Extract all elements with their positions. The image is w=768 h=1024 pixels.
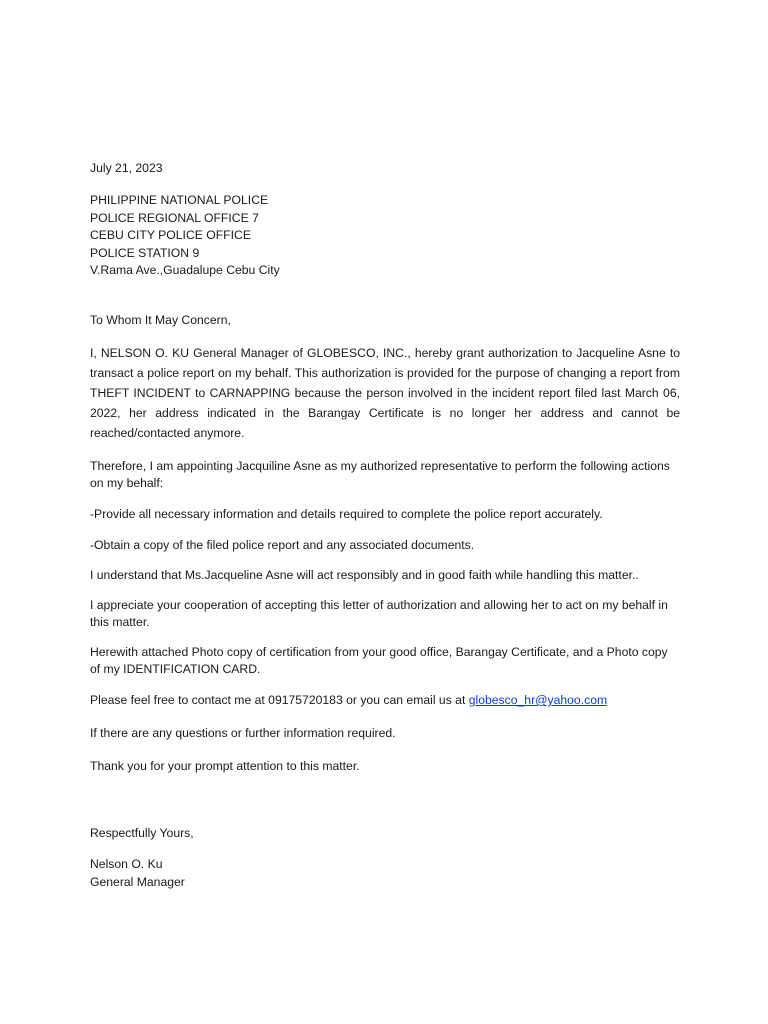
closing: Respectfully Yours, [90, 826, 194, 840]
letter-date: July 21, 2023 [90, 161, 163, 175]
contact-text: Please feel free to contact me at 09175720183 or you can email us at [90, 693, 469, 707]
recipient-line-3: CEBU CITY POLICE OFFICE [90, 228, 251, 242]
recipient-line-5: V.Rama Ave.,Guadalupe Cebu City [90, 263, 280, 277]
salutation: To Whom It May Concern, [90, 313, 231, 327]
body-paragraph-1: I, NELSON O. KU General Manager of GLOBESCO, INC., hereby grant authorization to Jacqueline Asne to transact a police report on my behalf. This authorization is provided for the purpose of changing a report from THEFT INCIDENT to CARNAPPING because the person involved in the incident report filed last March 06, 2022, her address indicated in the Barangay Certificate is no longer her address and cannot be reached/contacted anymore. [90, 346, 680, 440]
recipient-line-2: POLICE REGIONAL OFFICE 7 [90, 211, 259, 225]
body-paragraph-2: Therefore, I am appointing Jacquiline Asne as my authorized representative to perform the following actions on my behalf: [90, 459, 670, 490]
recipient-line-1: PHILIPPINE NATIONAL POLICE [90, 193, 269, 207]
body-paragraph-10: Thank you for your prompt attention to this matter. [90, 759, 360, 773]
email-link[interactable]: globesco_hr@yahoo.com [468, 693, 608, 707]
body-paragraph-7: Herewith attached Photo copy of certification from your good office, Barangay Certificate, and a Photo copy of my IDENTIFICATION CARD. [90, 645, 668, 676]
contact-paragraph [90, 692, 607, 708]
body-paragraph-5: I understand that Ms.Jacqueline Asne will act responsibly and in good faith while handling this matter.. [90, 568, 639, 582]
body-paragraph-4: -Obtain a copy of the filed police report and any associated documents. [90, 538, 475, 552]
body-paragraph-6: I appreciate your cooperation of accepting this letter of authorization and allowing her to act on my behalf in this matter. [90, 598, 668, 629]
body-paragraph-3: -Provide all necessary information and details required to complete the police report accurately. [90, 507, 603, 521]
signature-name: Nelson O. Ku [90, 857, 163, 871]
body-paragraph-9: If there are any questions or further information required. [90, 726, 396, 740]
recipient-line-4: POLICE STATION 9 [90, 246, 200, 260]
signature-title: General Manager [90, 875, 185, 889]
